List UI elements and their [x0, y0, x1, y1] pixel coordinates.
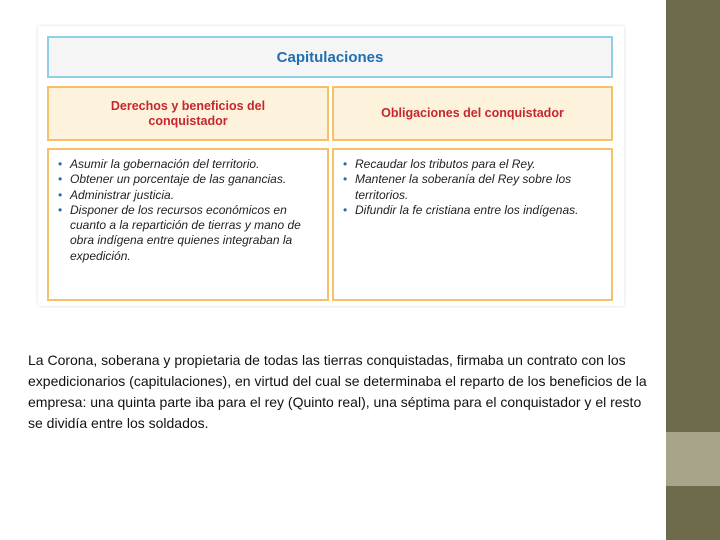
left-body-cell: [47, 148, 329, 301]
side-decoration-accent: [666, 432, 720, 486]
list-item-text: Administrar justicia.: [70, 187, 175, 202]
list-item: [342, 157, 605, 172]
list-item: [57, 157, 321, 172]
table-title: Capitulaciones: [276, 48, 384, 66]
list-item-text: Disponer de los recursos económicos en cuanto a la repartición de tierras y mano de obra indígena entre quienes integraban la expedición.: [70, 202, 301, 263]
list-item: [57, 188, 321, 203]
list-item-text: Mantener la soberanía del Rey sobre los territorios.: [355, 172, 572, 202]
left-column-header: Derechos y beneficios del conquistador: [110, 98, 266, 128]
list-item: [57, 172, 321, 187]
capitulaciones-table: [38, 26, 624, 306]
bullet-icon: •: [58, 202, 63, 217]
list-item-text: Obtener un porcentaje de las ganancias.: [70, 172, 287, 187]
bullet-icon: •: [58, 157, 63, 171]
list-item-text: Recaudar los tributos para el Rey.: [355, 157, 536, 171]
left-header-cell: [47, 86, 329, 141]
list-item: [342, 172, 605, 203]
right-header-cell: [332, 86, 613, 141]
right-column-header: Obligaciones del conquistador: [381, 106, 564, 120]
bullet-icon: •: [343, 202, 348, 217]
side-decoration-edge: [664, 0, 666, 540]
list-item: [57, 203, 321, 264]
rights-list: [57, 157, 321, 264]
list-item: [342, 203, 605, 218]
list-item-text: Asumir la gobernación del territorio.: [70, 157, 260, 171]
bullet-icon: •: [343, 172, 348, 187]
table-title-cell: [47, 36, 613, 78]
bullet-icon: •: [58, 172, 63, 187]
list-item-text: Difundir la fe cristiana entre los indígenas.: [355, 202, 579, 217]
right-body-cell: [332, 148, 613, 301]
body-paragraph: La Corona, soberana y propietaria de todas las tierras conquistadas, firmaba un contrato con los expedicionarios (capitulaciones), en virtud del cual se determinaba el reparto de los beneficios de la empresa: una quinta parte iba para el rey (Quinto real), una séptima para el conquistador y el resto se dividía entre los soldados.: [28, 352, 647, 431]
bullet-icon: •: [343, 157, 348, 171]
bullet-icon: •: [58, 187, 63, 202]
obligations-list: [342, 157, 605, 218]
